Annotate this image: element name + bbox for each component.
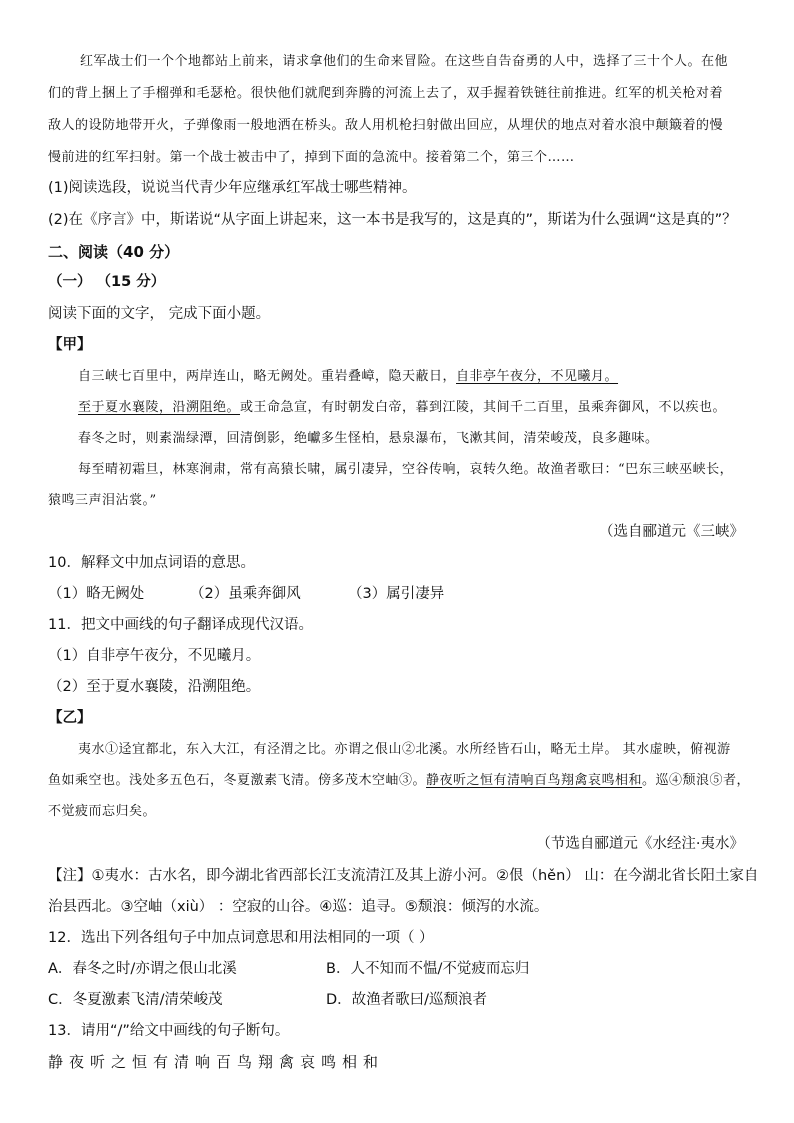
source-citation: （选自郦道元《三峡》 <box>599 524 744 540</box>
yi-line-2 <box>48 771 750 791</box>
option-d: D．故渔者歌曰/巡颓浪者 <box>326 992 488 1008</box>
yi-text: 鱼如乘空也。浅处多五色石，冬夏激素飞清。傍多茂木空岫③。 <box>48 773 427 788</box>
annotation-note: 治县西北。③空岫（xiù） ：空寂的山谷。④巡：追寻。⑤颓浪：倾泻的水流。 <box>48 899 549 915</box>
underlined-sentence: 至于夏水襄陵，沿溯阻绝。 <box>78 400 241 415</box>
instruction-text: 阅读下面的文字， 完成下面小题。 <box>48 306 271 322</box>
question-10-item: （3）属引凄异 <box>348 586 445 602</box>
question-text: (1)阅读选段，说说当代青少年应继承红军战士哪些精神。 <box>48 180 417 196</box>
question-12-title: 12．选出下列各组句子中加点词意思和用法相同的一项（ ） <box>48 930 434 946</box>
passage-line-1: 红军战士们一个个地都站上前来，请求拿他们的生命来冒险。在这些自告奋勇的人中，选择了三十个人。在他 <box>80 54 729 69</box>
option-c: C．冬夏激素飞清/清荣峻茂 <box>48 992 223 1008</box>
jia-paragraph-4: 每至晴初霜旦，林寒涧肃，常有高猿长啸，属引凄异，空谷传响，哀转久绝。故渔者歌曰：“巴东三峡巫峡长， <box>78 462 734 477</box>
question-11-item: （2）至于夏水襄陵，沿溯阻绝。 <box>48 679 261 695</box>
yi-line-3: 不觉疲而忘归矣。 <box>48 804 157 819</box>
question-11-title: 11．把文中画线的句子翻译成现代汉语。 <box>48 617 313 633</box>
section-heading: 二、阅读（40 分） <box>48 243 180 261</box>
yi-text: 。巡④颓浪⑤者， <box>642 773 751 788</box>
option-a: A．春冬之时/亦谓之佷山北溪 <box>48 961 237 977</box>
text-label-yi: 【乙】 <box>48 710 92 726</box>
jia-text: 自三峡七百里中，两岸连山，略无阙处。重岩叠嶂，隐天蔽日， <box>78 369 457 384</box>
yi-line-1: 夷水①迳宜都北，东入大江，有泾渭之比。亦谓之佷山②北溪。水所经皆石山，略无土岸。 其水虚映，俯视游 <box>78 742 731 757</box>
jia-text: 或王命急宣，有时朝发白帝，暮到江陵，其间千二百里，虽乘奔御风，不以疾也。 <box>240 400 727 415</box>
question-text: (2)在《序言》中，斯诺说“从字面上讲起来，这一本书是我写的，这是真的”，斯诺为什么强调“这是真的”？ <box>48 212 737 228</box>
question-11-item: （1）自非亭午夜分，不见曦月。 <box>48 648 261 664</box>
option-b: B．人不知而不愠/不觉疲而忘归 <box>326 961 530 977</box>
question-13-title: 13．请用“/”给文中画线的句子断句。 <box>48 1023 290 1039</box>
jia-paragraph-4-cont: 猿鸣三声泪沾裳。” <box>48 493 157 508</box>
passage-line-2: 们的背上捆上了手榴弹和毛瑟枪。很快他们就爬到奔腾的河流上去了，双手握着铁链往前推进。红军的机关枪对着 <box>48 86 724 101</box>
underlined-sentence: 静夜听之恒有清响百鸟翔禽哀鸣相和 <box>426 773 643 788</box>
jia-paragraph-3: 春冬之时，则素湍绿潭，回清倒影，绝巘多生怪柏，悬泉瀑布，飞漱其间，清荣峻茂，良多趣味。 <box>78 431 659 446</box>
jia-paragraph-2 <box>78 398 726 418</box>
text-label-jia: 【甲】 <box>48 337 92 353</box>
passage-line-3: 敌人的设防地带开火，子弹像雨一般地洒在桥头。敌人用机枪扫射做出回应，从埋伏的地点对着水浪中颠簸着的慢 <box>48 118 724 133</box>
question-10-item: （2）虽乘奔御风 <box>190 586 301 602</box>
source-citation: （节选自郦道元《水经注·夷水》 <box>536 836 744 852</box>
question-10-item: （1）略无阙处 <box>48 586 145 602</box>
underlined-sentence: 自非亭午夜分，不见曦月。 <box>456 369 619 384</box>
part-heading: （一） （15 分） <box>48 274 166 290</box>
sentence-to-punctuate: 静夜听之恒有清响百鸟翔禽哀鸣相和 <box>48 1053 385 1071</box>
passage-line-4: 慢前进的红军扫射。第一个战士被击中了，掉到下面的急流中。接着第二个，第三个…… <box>48 150 575 165</box>
annotation-note: 【注】①夷水：古水名，即今湖北省西部长江支流清江及其上游小河。②佷（hěn） 山：在今湖北省长阳土家自 <box>48 868 759 884</box>
question-10-title: 10．解释文中加点词语的意思。 <box>48 555 255 571</box>
jia-paragraph-1 <box>78 367 618 387</box>
